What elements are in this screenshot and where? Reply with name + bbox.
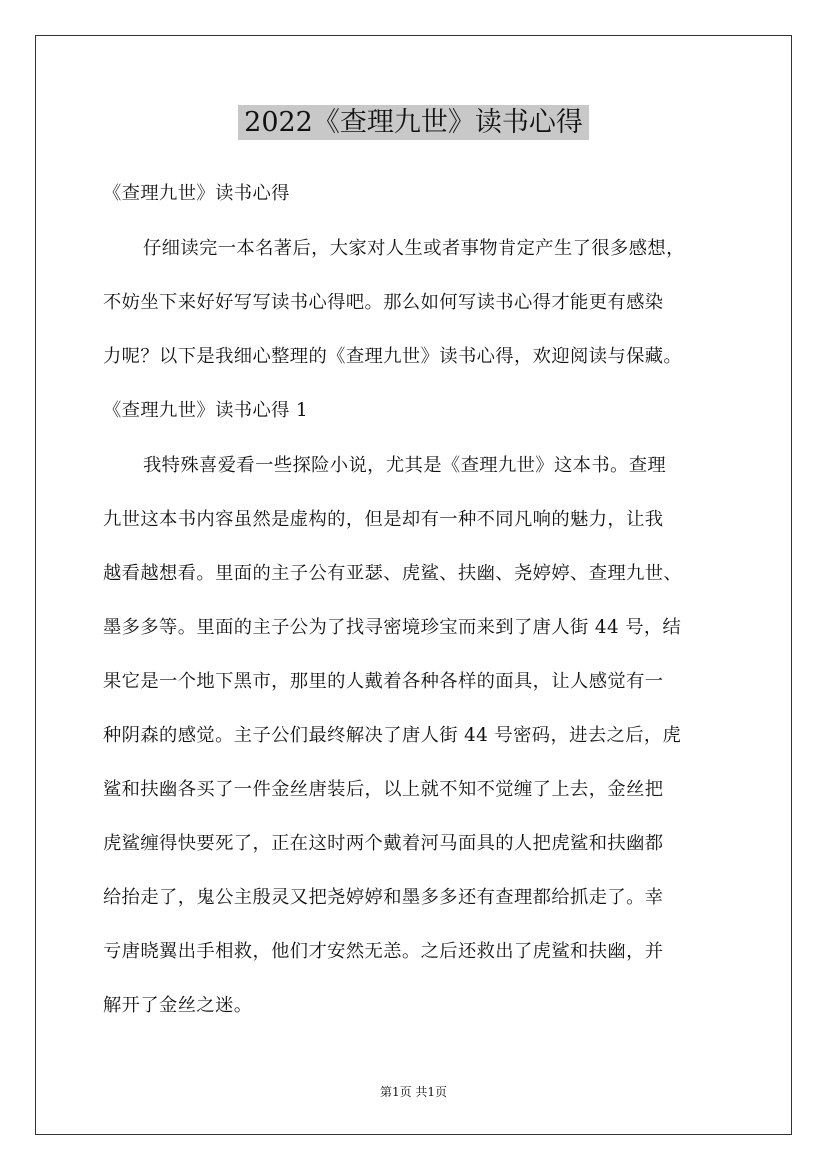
body-line: 越看越想看。里面的主子公有亚瑟、虎鲨、扶幽、尧婷婷、查理九世、	[103, 563, 683, 584]
body-line: 种阴森的感觉。主子公们最终解决了唐人街 44 号密码，进去之后，虎	[103, 725, 682, 746]
intro-line: 不妨坐下来好好写写读书心得吧。那么如何写读书心得才能更有感染	[103, 292, 664, 313]
body-line: 我特殊喜爱看一些探险小说，尤其是《查理九世》这本书。查理	[143, 455, 667, 476]
section-heading: 《查理九世》读书心得 1	[103, 400, 309, 421]
body-line: 果它是一个地下黑市，那里的人戴着各种各样的面具，让人感觉有一	[103, 671, 664, 692]
intro-line: 力呢？以下是我细心整理的《查理九世》读书心得，欢迎阅读与保藏。	[103, 346, 683, 367]
document-title: 2022《查理九世》读书心得	[238, 105, 589, 140]
body-line: 鲨和扶幽各买了一件金丝唐装后，以上就不知不觉缠了上去，金丝把	[103, 779, 664, 800]
body-line: 虎鲨缠得快要死了，正在这时两个戴着河马面具的人把虎鲨和扶幽都	[103, 833, 664, 854]
body-line: 墨多多等。里面的主子公为了找寻密境珍宝而来到了唐人街 44 号，结	[103, 617, 682, 638]
document-title-wrap	[0, 100, 827, 139]
body-line: 解开了金丝之迷。	[103, 995, 253, 1016]
body-line: 给抬走了，鬼公主殷灵又把尧婷婷和墨多多还有查理都给抓走了。幸	[103, 887, 664, 908]
body-line: 九世这本书内容虽然是虚构的，但是却有一种不同凡响的魅力，让我	[103, 509, 664, 530]
intro-line: 仔细读完一本名著后，大家对人生或者事物肯定产生了很多感想，	[143, 238, 685, 259]
subtitle: 《查理九世》读书心得	[103, 183, 290, 204]
body-line: 亏唐晓翼出手相救，他们才安然无恙。之后还救出了虎鲨和扶幽，并	[103, 941, 664, 962]
page-footer: 第1页 共1页	[379, 1085, 448, 1099]
